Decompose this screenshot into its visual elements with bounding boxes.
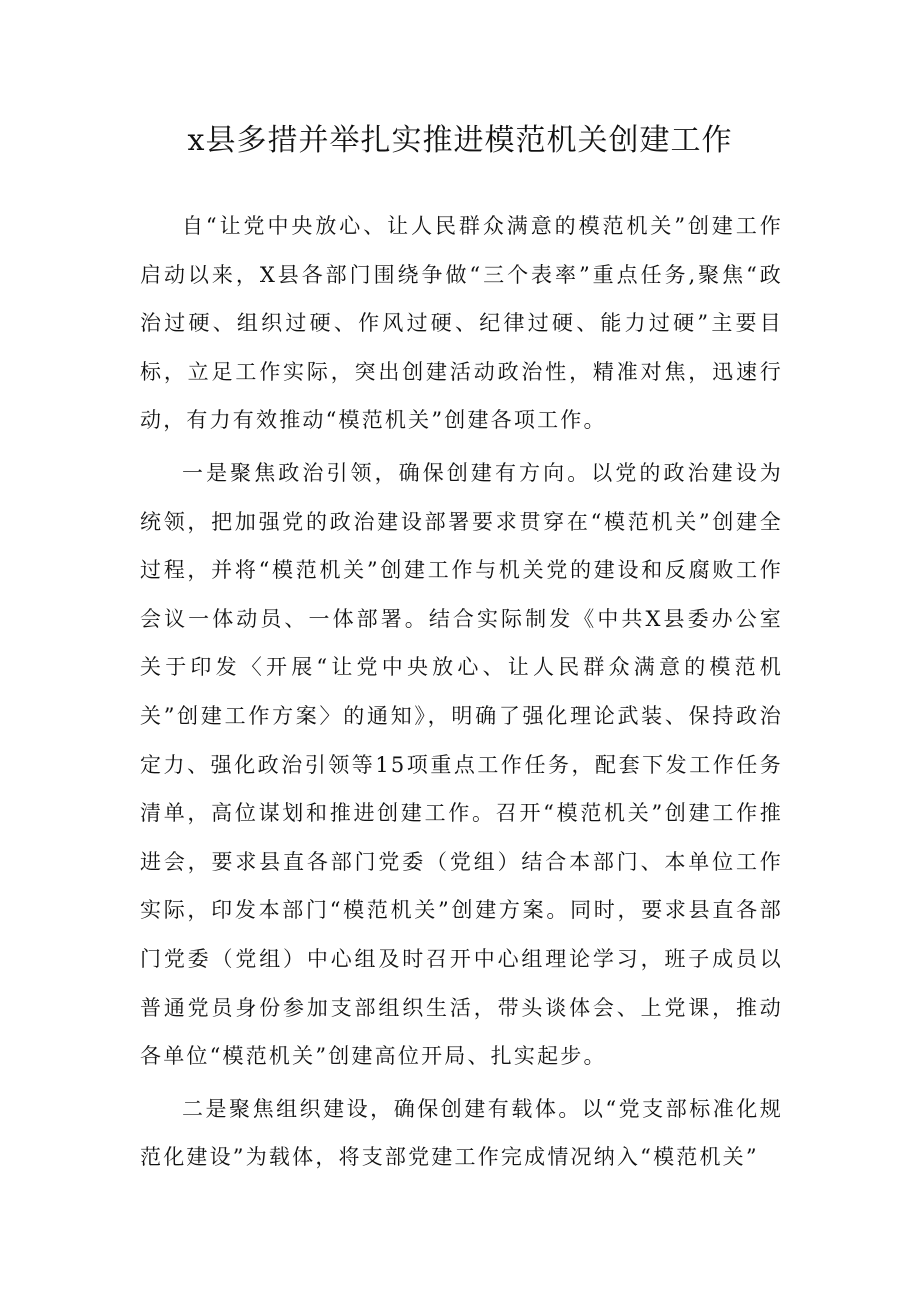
document-title: x县多措并举扎实推进模范机关创建工作 <box>187 123 733 158</box>
document-body <box>140 202 783 1182</box>
paragraph-organization-building: 二是聚焦组织建设，确保创建有载体。以“党支部标准化规范化建设”为载体，将支部党建工作完成情况纳入“模范机关” <box>140 1096 783 1170</box>
paragraph-intro: 自“让党中央放心、让人民群众满意的模范机关”创建工作启动以来，X县各部门围绕争做“三个表率”重点任务,聚焦“政治过硬、组织过硬、作风过硬、纪律过硬、能力过硬”主要目标，立足工作实际，突出创建活动政治性，精准对焦，迅速行动，有力有效推动“模范机关”创建各项工作。 <box>140 214 783 433</box>
paragraph-political-guidance: 一是聚焦政治引领，确保创建有方向。以党的政治建设为统领，把加强党的政治建设部署要求贯穿在“模范机关”创建全过程，并将“模范机关”创建工作与机关党的建设和反腐败工作会议一体动员、一体部署。结合实际制发《中共X县委办公室关于印发〈开展“让党中央放心、让人民群众满意的模范机关”创建工作方案〉的通知》，明确了强化理论武装、保持政治定力、强化政治引领等15项重点工作任务，配套下发工作任务清单，高位谋划和推进创建工作。召开“模范机关”创建工作推进会，要求县直各部门党委（党组）结合本部门、本单位工作实际，印发本部门“模范机关”创建方案。同时，要求县直各部门党委（党组）中心组及时召开中心组理论学习，班子成员以普通党员身份参加支部组织生活，带头谈体会、上党课，推动各单位“模范机关”创建高位开局、扎实起步。 <box>140 460 783 1069</box>
